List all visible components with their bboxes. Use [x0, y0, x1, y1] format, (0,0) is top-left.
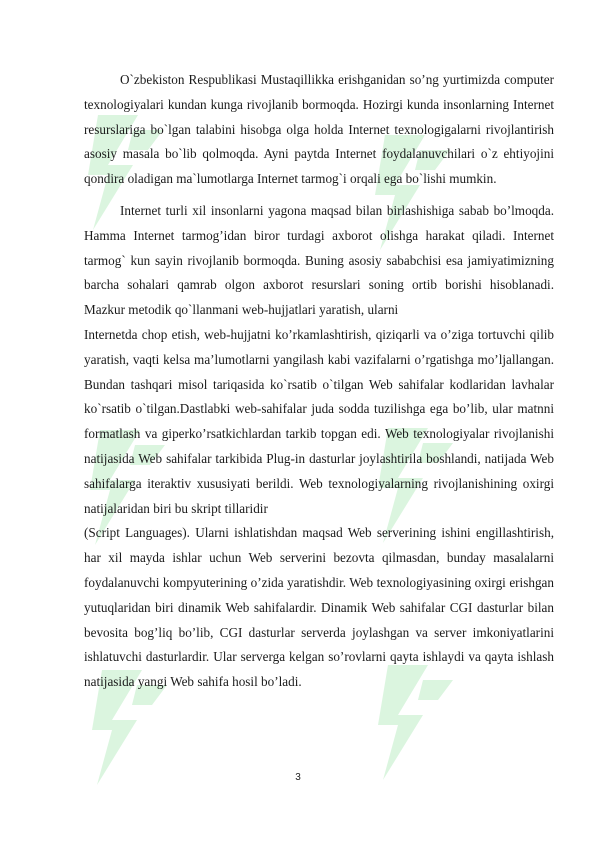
- paragraph: O`zbekiston Respublikasi Mustaqillikka erishganidan so’ng yurtimizda computer texnologiyalari kundan kunga rivojlanib bormoqda. Hozirgi kunda insonlarning Internet resurslariga bo`lgan talabini hisobga olga holda Internet texnologigalarni rivojlantirish asosiy masala bo`lib qolmoqda. Ayni paytda Internet foydalanuvchilari o`z ehtiyojini qondira oladigan ma`lumotlarga Internet tarmog`i orqali ega bo`lishi mumkin.: [84, 72, 554, 187]
- paragraph: Internetda chop etish, web-hujjatni ko’rkamlashtirish, qiziqarli va o’ziga tortuvchi qilib yaratish, vaqti kelsa ma’lumotlarni yangilash kabi vazifalarni o’rgatishga mo’ljallangan. Bundan tashqari misol tariqasida ko`rsatib o`tilgan Web sahifalar kodlaridan lavhalar ko`rsatib o`tilgan.Dastlabki web-sahifalar juda sodda tuzilishga ega bo’lib, ular matnni formatlash va giperko’rsatkichlardan tarkib topgan edi. Web texnologiyalar rivojlanishi natijasida Web sahifalar tarkibida Plug-in dasturlar joylashtirila boshlandi, natijada Web sahifalarga iteraktiv xususiyati berildi. Web texnologiyalarning rivojlanishining oxirgi natijalaridan biri bu skript tillaridir: [84, 326, 554, 516]
- page-number: 3: [295, 772, 301, 783]
- body-text: [84, 68, 554, 695]
- paragraph: Internet turli xil insonlarni yagona maqsad bilan birlashishiga sabab bo’lmoqda. Hamma Internet tarmog’idan biror turdagi axborot olishga harakat qiladi. Internet tarmog` kun sayin rivojlanib bormoqda. Buning asosiy sababchisi esa jamiyatimizning barcha sohalari qamrab olgon axborot resurslari soning ortib borishi hisoblanadi. Mazkur metodik qo`llanmani web-hujjatlari yaratish, ularni: [84, 202, 554, 318]
- paragraph: (Script Languages). Ularni ishlatishdan maqsad Web serverining ishini engillashtirish, har xil mayda ishlar uchun Web serverini bezovta qilmasdan, bunday masalalarni foydalanuvchi kompyuterining o’zida yaratishdir. Web texnologiyasining oxirgi erishgan yutuqlaridan biri dinamik Web sahifalardir. Dinamik Web sahifalar CGI dasturlar bilan bevosita bog’liq bo’lib, CGI dasturlar serverda joylashgan va server imkoniyatlarini ishlatuvchi dasturlardir. Ular serverga kelgan so’rovlarni qayta ishlaydi va qayta ishlash natijasida yangi Web sahifa hosil bo’ladi.: [84, 525, 554, 690]
